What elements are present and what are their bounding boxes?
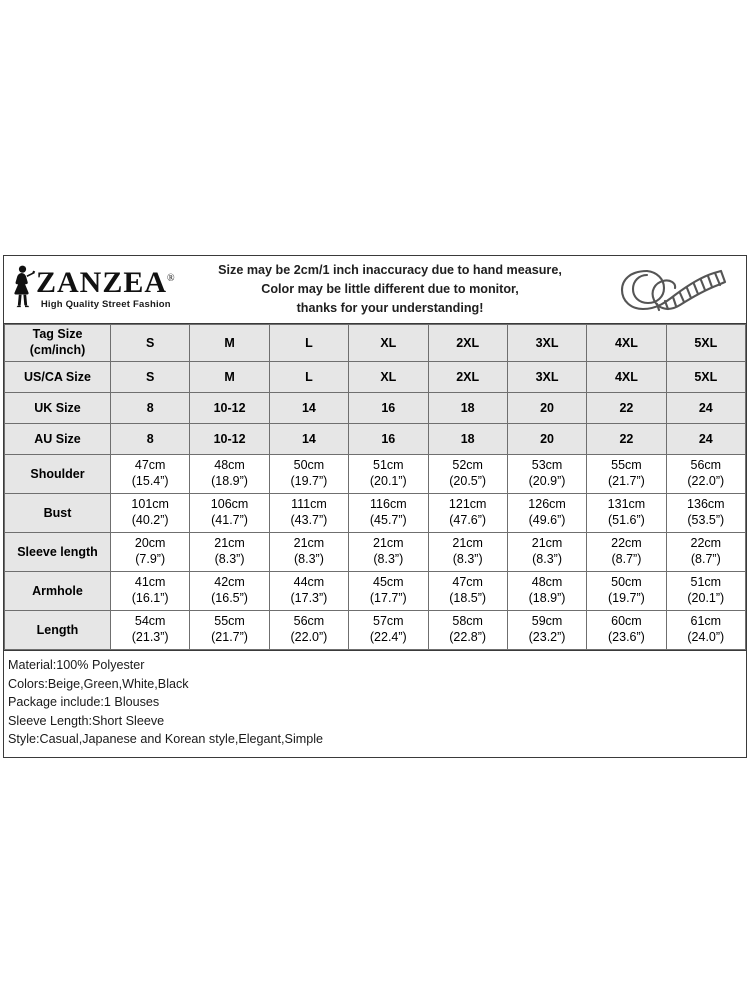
sleeve-s-cm: 20cm — [134, 536, 166, 551]
cell-length-3xl — [507, 611, 586, 650]
cell-length-2xl — [428, 611, 507, 650]
length-4xl-cm: 60cm — [611, 614, 642, 629]
table-row-sleeve-length — [5, 533, 746, 572]
length-l-cm: 56cm — [293, 614, 325, 629]
cell-sleeve-2xl — [428, 533, 507, 572]
bust-3xl-cm: 126cm — [528, 497, 566, 512]
armhole-m-in: (16.5”) — [211, 591, 248, 605]
brand-logo — [4, 264, 174, 315]
bust-4xl-cm: 131cm — [607, 497, 646, 512]
cell-tag-size-s: S — [111, 325, 190, 362]
detail-package: Package include:1 Blouses — [8, 695, 160, 709]
sleeve-2xl-cm: 21cm — [452, 536, 483, 551]
shoulder-s-cm: 47cm — [134, 458, 166, 473]
cell-bust-3xl — [507, 494, 586, 533]
armhole-s-in: (16.1”) — [131, 591, 169, 605]
bust-2xl-in: (47.6”) — [449, 513, 487, 527]
length-xl-cm: 57cm — [373, 614, 404, 629]
row-label-sleeve-length: Sleeve length — [5, 533, 111, 572]
measurement-notice — [174, 261, 606, 318]
cell-shoulder-4xl — [587, 455, 666, 494]
cell-sleeve-5xl — [666, 533, 745, 572]
cell-sleeve-xl — [349, 533, 428, 572]
cell-au-s: 8 — [111, 424, 190, 455]
sleeve-5xl-cm: 22cm — [690, 536, 722, 551]
cell-length-4xl — [587, 611, 666, 650]
cell-us-ca-5xl: 5XL — [666, 362, 745, 393]
length-xl-in: (22.4”) — [369, 630, 407, 644]
size-table — [4, 324, 746, 650]
cell-length-m — [190, 611, 269, 650]
cell-length-xl — [349, 611, 428, 650]
cell-armhole-s — [111, 572, 190, 611]
cell-uk-3xl: 20 — [507, 393, 586, 424]
cell-uk-m: 10-12 — [190, 393, 269, 424]
shoulder-3xl-cm: 53cm — [531, 458, 563, 473]
notice-line-1: Size may be 2cm/1 inch inaccuracy due to hand measure, — [218, 262, 562, 277]
cell-us-ca-2xl: 2XL — [428, 362, 507, 393]
detail-style: Style:Casual,Japanese and Korean style,Elegant,Simple — [8, 732, 324, 746]
cell-shoulder-3xl — [507, 455, 586, 494]
table-row-us-ca-size — [5, 362, 746, 393]
shoulder-m-cm: 48cm — [214, 458, 245, 473]
row-label-us-ca-size: US/CA Size — [5, 362, 111, 393]
shoulder-l-cm: 50cm — [293, 458, 325, 473]
cell-uk-4xl: 22 — [587, 393, 666, 424]
bust-xl-cm: 116cm — [370, 497, 407, 512]
sleeve-xl-in: (8.3”) — [373, 552, 404, 566]
bust-l-in: (43.7”) — [290, 513, 328, 527]
row-label-uk-size: UK Size — [5, 393, 111, 424]
armhole-xl-in: (17.7”) — [369, 591, 407, 605]
product-details — [4, 650, 746, 757]
row-label-armhole: Armhole — [5, 572, 111, 611]
table-row-shoulder — [5, 455, 746, 494]
cell-sleeve-3xl — [507, 533, 586, 572]
shoulder-4xl-cm: 55cm — [611, 458, 642, 473]
row-label-tag-size-line1: Tag Size — [32, 327, 83, 342]
armhole-5xl-in: (20.1”) — [687, 591, 725, 605]
detail-sleeve-length: Sleeve Length:Short Sleeve — [8, 713, 165, 728]
cell-us-ca-l: L — [269, 362, 348, 393]
bust-5xl-cm: 136cm — [687, 497, 725, 512]
cell-armhole-4xl — [587, 572, 666, 611]
cell-uk-l: 14 — [269, 393, 348, 424]
armhole-3xl-in: (18.9”) — [528, 591, 566, 605]
table-row-length — [5, 611, 746, 650]
cell-tag-size-5xl: 5XL — [666, 325, 745, 362]
cell-au-m: 10-12 — [190, 424, 269, 455]
sleeve-5xl-in: (8.7”) — [690, 552, 721, 566]
cell-au-l: 14 — [269, 424, 348, 455]
bust-m-cm: 106cm — [210, 497, 249, 512]
shoulder-2xl-cm: 52cm — [452, 458, 483, 473]
cell-sleeve-l — [269, 533, 348, 572]
sleeve-m-in: (8.3”) — [214, 552, 245, 566]
length-2xl-cm: 58cm — [452, 614, 483, 629]
cell-au-4xl: 22 — [587, 424, 666, 455]
bust-l-cm: 111cm — [291, 497, 327, 512]
length-4xl-in: (23.6”) — [608, 630, 645, 644]
shoulder-l-in: (19.7”) — [290, 474, 328, 488]
sleeve-s-in: (7.9”) — [135, 552, 166, 566]
row-label-shoulder: Shoulder — [5, 455, 111, 494]
cell-tag-size-xl: XL — [349, 325, 428, 362]
shoulder-3xl-in: (20.9”) — [528, 474, 566, 488]
cell-tag-size-2xl: 2XL — [428, 325, 507, 362]
detail-colors: Colors:Beige,Green,White,Black — [8, 676, 189, 691]
cell-armhole-5xl — [666, 572, 745, 611]
table-row-uk-size — [5, 393, 746, 424]
cell-bust-m — [190, 494, 269, 533]
cell-us-ca-xl: XL — [349, 362, 428, 393]
sleeve-3xl-cm: 21cm — [531, 536, 563, 551]
shoulder-5xl-in: (22.0”) — [687, 474, 725, 488]
cell-length-s — [111, 611, 190, 650]
cell-uk-s: 8 — [111, 393, 190, 424]
table-row-armhole — [5, 572, 746, 611]
armhole-3xl-cm: 48cm — [531, 575, 563, 590]
cell-armhole-m — [190, 572, 269, 611]
notice-line-3: thanks for your understanding! — [296, 301, 484, 316]
row-label-tag-size — [5, 325, 111, 362]
cell-length-5xl — [666, 611, 745, 650]
sleeve-l-in: (8.3”) — [294, 552, 324, 566]
bust-s-cm: 101cm — [131, 497, 169, 512]
armhole-2xl-in: (18.5”) — [449, 591, 487, 605]
shoulder-5xl-cm: 56cm — [690, 458, 722, 473]
sleeve-4xl-cm: 22cm — [611, 536, 642, 551]
armhole-4xl-cm: 50cm — [611, 575, 642, 590]
armhole-5xl-cm: 51cm — [690, 575, 722, 590]
cell-shoulder-s — [111, 455, 190, 494]
row-label-tag-size-line2: (cm/inch) — [29, 343, 86, 357]
cell-sleeve-4xl — [587, 533, 666, 572]
registered-mark: ® — [167, 273, 176, 285]
armhole-2xl-cm: 47cm — [452, 575, 483, 590]
bust-2xl-cm: 121cm — [448, 497, 487, 512]
cell-au-5xl: 24 — [666, 424, 745, 455]
bust-4xl-in: (51.6”) — [608, 513, 645, 527]
cell-shoulder-5xl — [666, 455, 745, 494]
sleeve-3xl-in: (8.3”) — [532, 552, 562, 566]
cell-bust-4xl — [587, 494, 666, 533]
sleeve-m-cm: 21cm — [214, 536, 245, 551]
table-row-tag-size — [5, 325, 746, 362]
length-l-in: (22.0”) — [290, 630, 328, 644]
woman-silhouette-icon — [10, 264, 38, 315]
bust-3xl-in: (49.6”) — [528, 513, 566, 527]
armhole-xl-cm: 45cm — [373, 575, 404, 590]
cell-armhole-xl — [349, 572, 428, 611]
cell-shoulder-l — [269, 455, 348, 494]
cell-armhole-3xl — [507, 572, 586, 611]
armhole-4xl-in: (19.7”) — [608, 591, 645, 605]
cell-au-3xl: 20 — [507, 424, 586, 455]
sleeve-xl-cm: 21cm — [373, 536, 404, 551]
bust-5xl-in: (53.5”) — [687, 513, 725, 527]
cell-bust-2xl — [428, 494, 507, 533]
measuring-tape-icon — [606, 264, 746, 316]
shoulder-xl-cm: 51cm — [373, 458, 404, 473]
cell-length-l — [269, 611, 348, 650]
bust-xl-in: (45.7”) — [369, 513, 407, 527]
length-s-in: (21.3”) — [131, 630, 169, 644]
length-5xl-in: (24.0”) — [687, 630, 725, 644]
row-label-bust: Bust — [5, 494, 111, 533]
brand-name: ZANZEA® — [36, 266, 176, 300]
table-row-bust — [5, 494, 746, 533]
sleeve-2xl-in: (8.3”) — [452, 552, 483, 566]
chart-header-banner — [4, 256, 746, 324]
brand-tagline: High Quality Street Fashion — [40, 298, 171, 310]
armhole-m-cm: 42cm — [214, 575, 245, 590]
row-label-length: Length — [5, 611, 111, 650]
cell-armhole-2xl — [428, 572, 507, 611]
shoulder-m-in: (18.9”) — [211, 474, 248, 488]
shoulder-xl-in: (20.1”) — [369, 474, 407, 488]
cell-uk-5xl: 24 — [666, 393, 745, 424]
shoulder-4xl-in: (21.7”) — [608, 474, 645, 488]
row-label-au-size: AU Size — [5, 424, 111, 455]
length-2xl-in: (22.8”) — [449, 630, 487, 644]
cell-shoulder-2xl — [428, 455, 507, 494]
cell-au-xl: 16 — [349, 424, 428, 455]
shoulder-2xl-in: (20.5”) — [449, 474, 487, 488]
cell-armhole-l — [269, 572, 348, 611]
bust-s-in: (40.2”) — [131, 513, 169, 527]
table-row-au-size — [5, 424, 746, 455]
length-m-cm: 55cm — [214, 614, 245, 629]
length-5xl-cm: 61cm — [690, 614, 722, 629]
length-m-in: (21.7”) — [211, 630, 248, 644]
armhole-s-cm: 41cm — [134, 575, 166, 590]
cell-sleeve-s — [111, 533, 190, 572]
sleeve-4xl-in: (8.7”) — [611, 552, 642, 566]
cell-bust-5xl — [666, 494, 745, 533]
cell-bust-l — [269, 494, 348, 533]
notice-line-2: Color may be little different due to monitor, — [261, 281, 519, 296]
cell-tag-size-l: L — [269, 325, 348, 362]
cell-uk-xl: 16 — [349, 393, 428, 424]
cell-sleeve-m — [190, 533, 269, 572]
cell-us-ca-s: S — [111, 362, 190, 393]
cell-shoulder-xl — [349, 455, 428, 494]
cell-bust-s — [111, 494, 190, 533]
bust-m-in: (41.7”) — [211, 513, 248, 527]
cell-uk-2xl: 18 — [428, 393, 507, 424]
sleeve-l-cm: 21cm — [293, 536, 325, 551]
cell-tag-size-m: M — [190, 325, 269, 362]
detail-material: Material:100% Polyester — [8, 658, 145, 672]
armhole-l-cm: 44cm — [293, 575, 325, 590]
armhole-l-in: (17.3”) — [290, 591, 328, 605]
cell-us-ca-4xl: 4XL — [587, 362, 666, 393]
cell-bust-xl — [349, 494, 428, 533]
cell-au-2xl: 18 — [428, 424, 507, 455]
cell-us-ca-m: M — [190, 362, 269, 393]
cell-shoulder-m — [190, 455, 269, 494]
cell-tag-size-4xl: 4XL — [587, 325, 666, 362]
length-s-cm: 54cm — [134, 614, 166, 629]
length-3xl-cm: 59cm — [531, 614, 563, 629]
size-chart-card — [3, 255, 747, 758]
cell-us-ca-3xl: 3XL — [507, 362, 586, 393]
cell-tag-size-3xl: 3XL — [507, 325, 586, 362]
shoulder-s-in: (15.4”) — [131, 474, 169, 488]
length-3xl-in: (23.2”) — [528, 630, 566, 644]
